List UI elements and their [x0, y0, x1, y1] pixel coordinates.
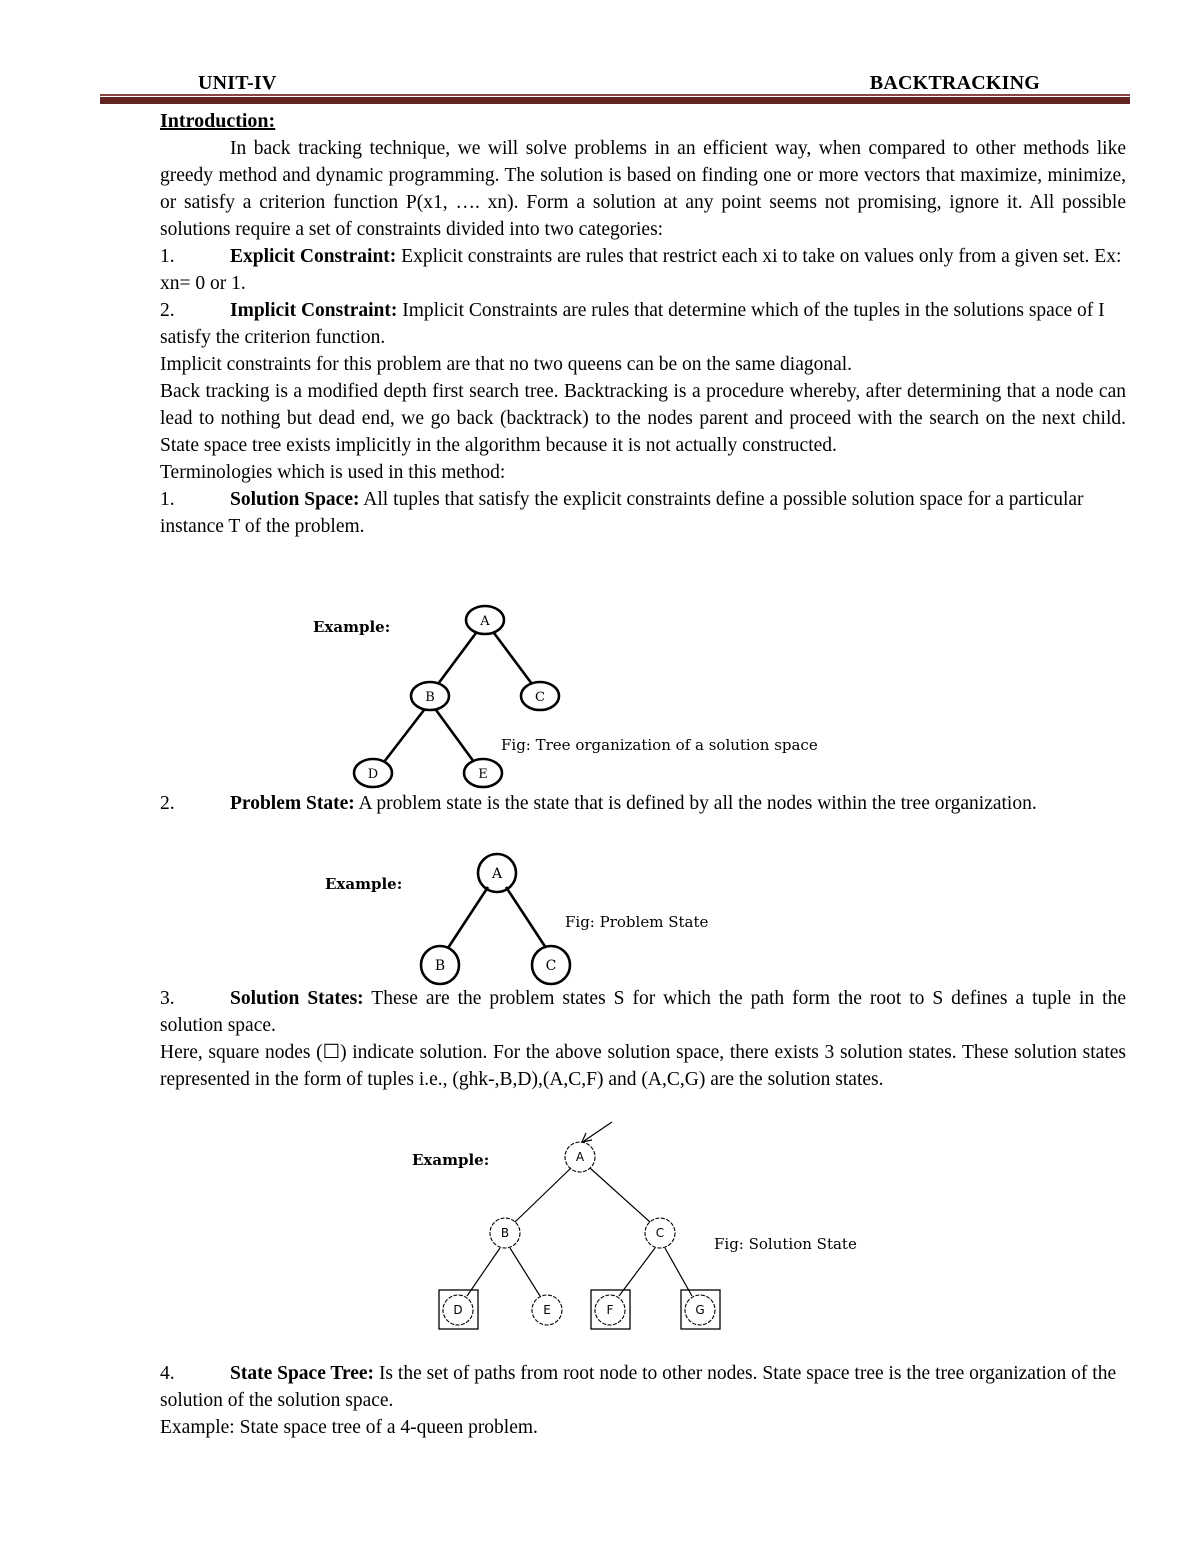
term-label: Solution States:: [230, 988, 364, 1009]
node-b: B: [500, 1226, 510, 1240]
node-e: E: [543, 1303, 551, 1317]
final-example: Example: State space tree of a 4-queen problem.: [160, 1417, 538, 1438]
implicit-note: Implicit constraints for this problem are that no two queens can be on the same diagonal.: [160, 354, 853, 375]
solution-states-note: Here, square nodes (☐) indicate solution. For the above solution space, there exists 3 solution states. These solution states represented in the form of tuples i.e., (ghk-,B,D),(A,C,F) and (A,C,G) are the solution states.: [160, 1042, 1126, 1090]
node-d: D: [367, 767, 379, 782]
list-number: 3.: [160, 988, 175, 1009]
list-number: 2.: [160, 300, 175, 321]
list-number: 1.: [160, 246, 175, 267]
term-state-space-tree: [160, 1360, 1126, 1414]
backtrack-paragraph: Back tracking is a modified depth first search tree. Backtracking is a procedure whereby, after determining that a node can lead to nothing but dead end, we go back (backtrack) to the nodes parent and proceed with the search on the next child. State space tree exists implicitly in the algorithm because it is not actually constructed.: [160, 381, 1126, 456]
term-text: A problem state is the state that is defined by all the nodes within the tree organization.: [354, 793, 1037, 814]
figure-caption: Fig: Tree organization of a solution space: [501, 736, 818, 754]
node-b: B: [434, 958, 446, 974]
node-g: G: [695, 1303, 705, 1317]
list-number: 2.: [160, 793, 175, 814]
terminologies-intro: Terminologies which is used in this method:: [160, 462, 506, 483]
example-label: Example:: [313, 618, 391, 636]
chapter-title: BACKTRACKING: [869, 72, 1040, 94]
term-text: Explicit constraints are rules that restrict each xi to take on values only from a given set. Ex: xn= 0 or 1.: [160, 246, 1122, 294]
list-number: 4.: [160, 1363, 175, 1384]
node-d: D: [453, 1303, 463, 1317]
term-label: Problem State:: [230, 793, 355, 814]
term-text: Is the set of paths from root node to other nodes. State space tree is the tree organization of the solution of the solution space.: [160, 1363, 1117, 1411]
node-a: A: [491, 866, 503, 882]
node-a: A: [575, 1150, 585, 1164]
list-number: 1.: [160, 489, 175, 510]
node-b: B: [425, 690, 435, 705]
node-e: E: [478, 767, 488, 782]
term-label: Implicit Constraint:: [230, 300, 398, 321]
term-text: All tuples that satisfy the explicit constraints define a possible solution space for a particular instance T of the problem.: [160, 489, 1084, 537]
term-label: State Space Tree:: [230, 1363, 375, 1384]
example-label: Example:: [412, 1151, 490, 1169]
intro-heading: Introduction:: [160, 110, 276, 132]
example-label: Example:: [325, 875, 403, 893]
term-label: Solution Space:: [230, 489, 360, 510]
unit-title: UNIT-IV: [198, 72, 277, 94]
term-label: Explicit Constraint:: [230, 246, 397, 267]
node-f: F: [606, 1303, 614, 1317]
document-body-4: [160, 1360, 1126, 1441]
intro-paragraph: In back tracking technique, we will solve problems in an efficient way, when compared to other methods like greedy method and dynamic programming. The solution is based on finding one or more vectors that maximize, minimize, or satisfy a criterion function P(x1, …. xn). Form a solution at any point seems not promising, ignore it. All possible solutions require a set of constraints divided into two categories:: [160, 138, 1126, 240]
figure-caption: Fig: Solution State: [714, 1235, 857, 1253]
node-a: A: [480, 614, 490, 629]
term-text: Implicit Constraints are rules that determine which of the tuples in the solutions space of I satisfy the criterion function.: [160, 300, 1105, 348]
node-c: C: [535, 690, 545, 705]
node-c: C: [655, 1226, 665, 1240]
figure-caption: Fig: Problem State: [565, 913, 709, 931]
node-c: C: [545, 958, 557, 974]
term-text: These are the problem states S for which the path form the root to S defines a tuple in the solution space.: [160, 988, 1127, 1036]
